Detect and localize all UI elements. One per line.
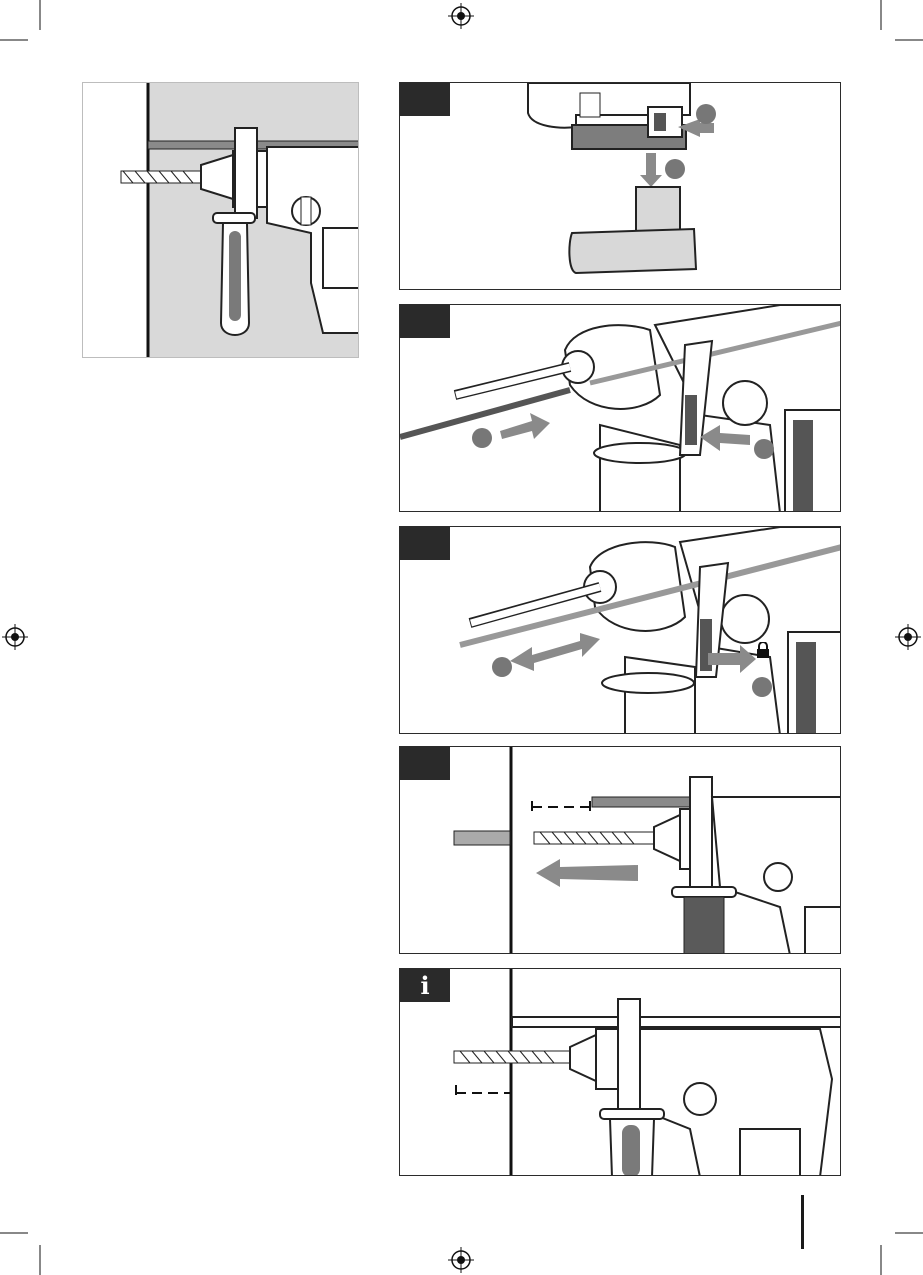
info-icon: i [400,969,450,1002]
padlock-icon [756,642,770,658]
figure-tag [400,83,450,116]
figure-tag [400,527,450,560]
page-number-bar [801,1195,804,1249]
crosshair-registration-icon [448,1247,474,1273]
figure-tag [400,305,450,338]
battery-figure [399,82,841,290]
drilling-depth-figure [399,746,841,954]
depth-stop-adjust-figure [399,526,841,734]
left-figure [82,82,359,358]
crosshair-registration-icon [448,3,474,29]
crosshair-registration-icon [2,624,28,650]
crosshair-registration-icon [895,624,921,650]
depth-stop-insert-figure [399,304,841,512]
figure-tag [400,747,450,780]
info-figure [399,968,841,1176]
